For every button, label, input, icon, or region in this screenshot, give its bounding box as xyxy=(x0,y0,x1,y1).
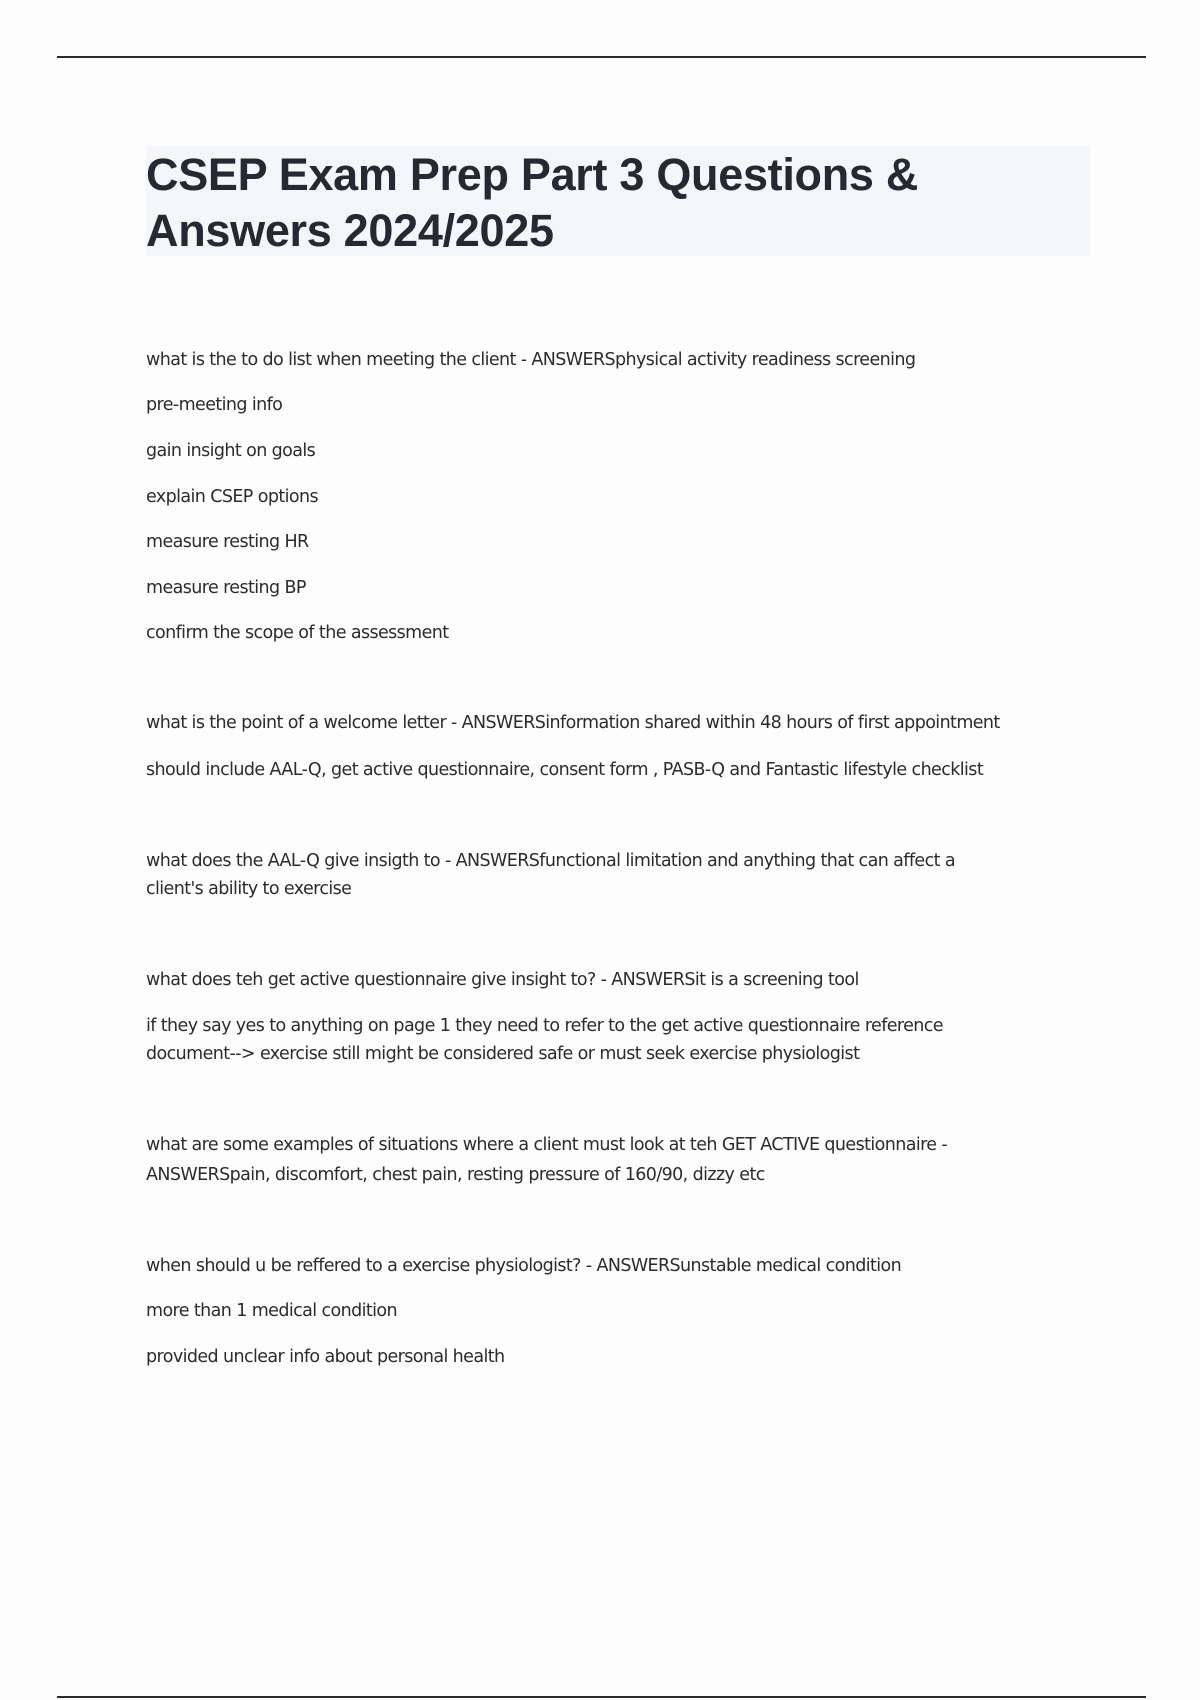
question-6: when should u be reffered to a exercise physiologist? - ANSWERSunstable medical condition xyxy=(146,1256,902,1276)
question-2: what is the point of a welcome letter - ANSWERSinformation shared within 48 hours of first appointment xyxy=(146,713,1000,733)
bottom-rule xyxy=(57,1696,1146,1698)
top-rule xyxy=(57,56,1146,58)
question-3: what does the AAL-Q give insigth to - ANSWERSfunctional limitation and anything that can affect a xyxy=(146,851,955,871)
answer-6-item: more than 1 medical condition xyxy=(146,1301,397,1321)
answer-1-item: gain insight on goals xyxy=(146,441,316,461)
answer-1-item: confirm the scope of the assessment xyxy=(146,623,449,643)
title-line-2: Answers 2024/2025 xyxy=(146,205,554,256)
question-4: what does teh get active questionnaire give insight to? - ANSWERSit is a screening tool xyxy=(146,970,859,990)
answer-1-item: pre-meeting info xyxy=(146,395,283,415)
question-5-continued: ANSWERSpain, discomfort, chest pain, resting pressure of 160/90, dizzy etc xyxy=(146,1165,765,1185)
answer-1-item: explain CSEP options xyxy=(146,487,318,507)
answer-1-item: measure resting BP xyxy=(146,578,306,598)
answer-4-item-continued: document--> exercise still might be considered safe or must seek exercise physiologist xyxy=(146,1044,860,1064)
answer-2-item: should include AAL-Q, get active questionnaire, consent form , PASB-Q and Fantastic lifestyle checklist xyxy=(146,760,984,780)
question-1: what is the to do list when meeting the client - ANSWERSphysical activity readiness screening xyxy=(146,350,916,370)
answer-1-item: measure resting HR xyxy=(146,532,309,552)
question-3-continued: client's ability to exercise xyxy=(146,879,352,899)
answer-6-item: provided unclear info about personal health xyxy=(146,1347,505,1367)
title-line-1: CSEP Exam Prep Part 3 Questions & xyxy=(146,149,919,200)
document-title xyxy=(146,147,1086,259)
answer-4-item: if they say yes to anything on page 1 they need to refer to the get active questionnaire reference xyxy=(146,1016,943,1036)
question-5: what are some examples of situations where a client must look at teh GET ACTIVE questionnaire - xyxy=(146,1135,948,1155)
